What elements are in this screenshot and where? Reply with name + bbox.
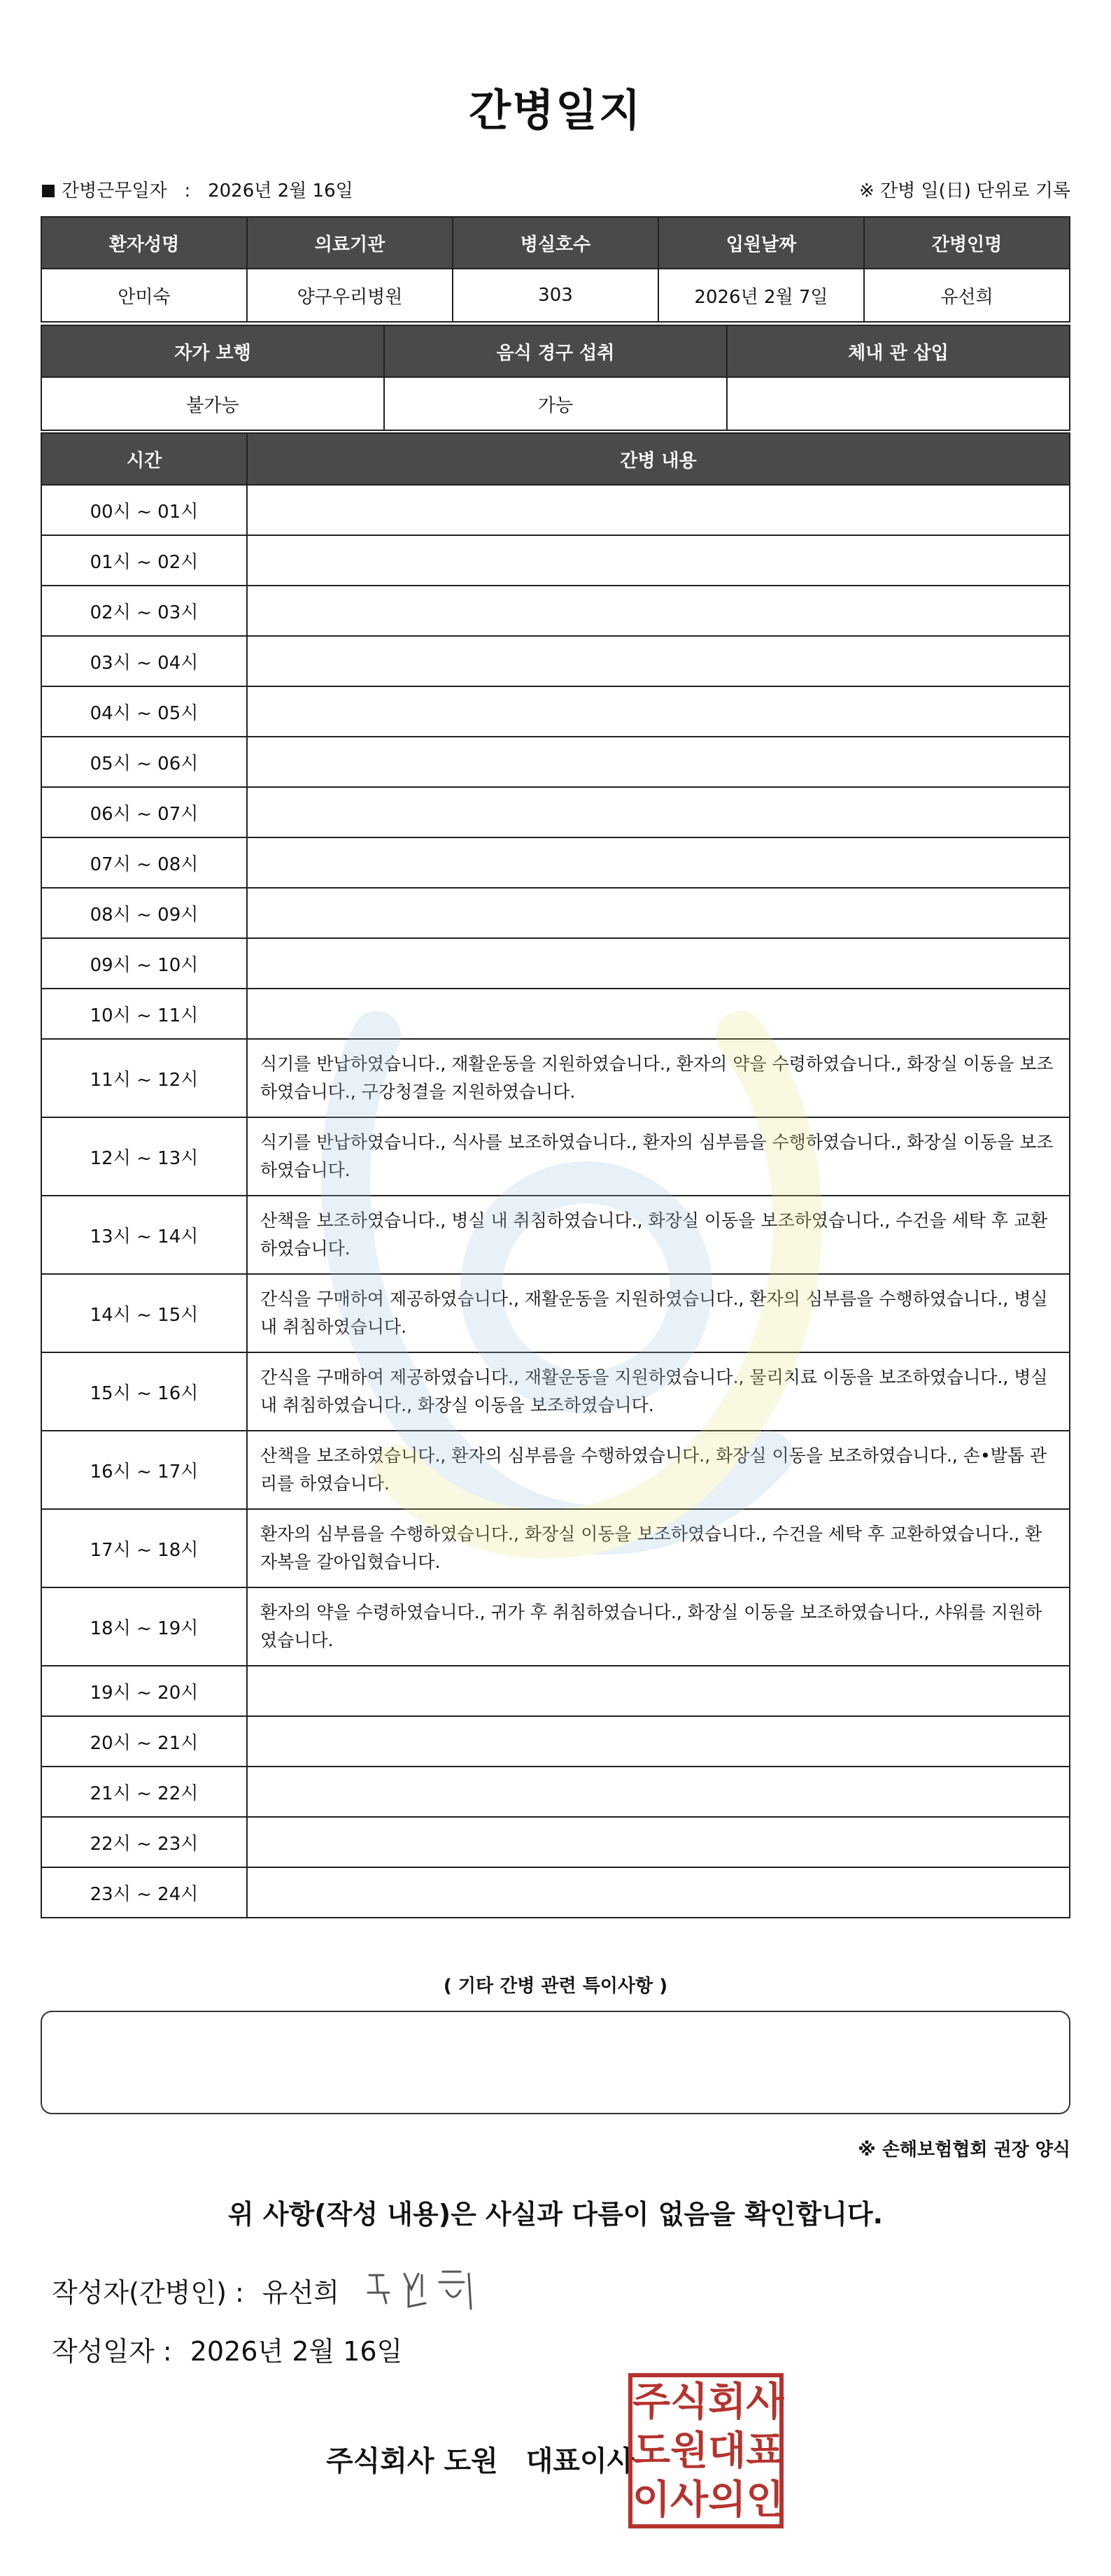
care-row-content [247, 586, 1070, 636]
seal-char: 사 [670, 2477, 709, 2523]
time-header: 시간 [41, 433, 247, 485]
care-row [41, 837, 1070, 888]
black-square-icon [42, 185, 55, 197]
care-row-content [247, 737, 1070, 787]
care-row-time: 02시 ~ 03시 [41, 586, 247, 636]
patient-name-value: 안미숙 [41, 269, 247, 322]
care-row-content: 간식을 구매하여 제공하였습니다., 재활운동을 지원하였습니다., 물리치료 이동을 보조하였습니다., 병실 내 취침하였습니다., 화장실 이동을 보조하였습니다. [247, 1352, 1070, 1431]
care-row-content [247, 1767, 1070, 1817]
care-row [41, 737, 1070, 787]
care-row-content [247, 787, 1070, 837]
care-row-content [247, 837, 1070, 888]
care-row-content [247, 938, 1070, 989]
seal-char: 인 [746, 2477, 784, 2523]
unit-note: ※ 간병 일(日) 단위로 기록 [858, 181, 1070, 201]
hospital-header: 의료기관 [247, 217, 453, 269]
patient-status-table [41, 325, 1070, 431]
handwritten-signature-icon [355, 2254, 495, 2324]
care-row-time: 20시 ~ 21시 [41, 1716, 247, 1767]
care-row [41, 1509, 1070, 1587]
care-row-time: 21시 ~ 22시 [41, 1767, 247, 1817]
care-row [41, 1817, 1070, 1867]
care-row-content [247, 888, 1070, 938]
care-row-time: 03시 ~ 04시 [41, 636, 247, 686]
patient-info-table [41, 216, 1070, 323]
care-row [41, 989, 1070, 1039]
care-row-time: 16시 ~ 17시 [41, 1431, 247, 1509]
seal-row [632, 2426, 784, 2475]
care-rows [41, 485, 1070, 1918]
care-row-content [247, 1867, 1070, 1918]
care-row [41, 1274, 1070, 1352]
care-row [41, 1039, 1070, 1117]
care-content-table [41, 432, 1070, 1918]
care-row-time: 09시 ~ 10시 [41, 938, 247, 989]
admission-date-value: 2026년 2월 7일 [658, 269, 864, 322]
company-name: 주식회사 도원 [326, 2445, 498, 2477]
recommendation-note: ※ 손해보험협회 권장 양식 [858, 2139, 1070, 2160]
care-row-time: 04시 ~ 05시 [41, 686, 247, 737]
care-row-time: 05시 ~ 06시 [41, 737, 247, 787]
care-row-time: 10시 ~ 11시 [41, 989, 247, 1039]
room-value: 303 [453, 269, 658, 322]
patient-info-value-row [41, 269, 1070, 322]
care-row [41, 787, 1070, 837]
care-row-time: 00시 ~ 01시 [41, 485, 247, 535]
care-row-time: 08시 ~ 09시 [41, 888, 247, 938]
care-row [41, 1117, 1070, 1196]
care-row-content [247, 1666, 1070, 1716]
walking-value: 불가능 [41, 377, 384, 430]
care-row-time: 23시 ~ 24시 [41, 1867, 247, 1918]
care-row [41, 1196, 1070, 1274]
work-date-separator: : [184, 181, 191, 201]
writer-line [52, 2271, 339, 2309]
writer-label: 작성자(간병인) : [52, 2277, 244, 2308]
care-row-content [247, 1716, 1070, 1767]
written-date-label: 작성일자 : [52, 2336, 172, 2367]
seal-char: 의 [708, 2477, 746, 2523]
care-row [41, 938, 1070, 989]
care-row [41, 1431, 1070, 1509]
seal-row [632, 2377, 784, 2426]
caregiver-name-value: 유선희 [864, 269, 1070, 322]
work-date-line [42, 176, 353, 202]
care-row-time: 12시 ~ 13시 [41, 1117, 247, 1196]
patient-name-header: 환자성명 [41, 217, 247, 269]
seal-char: 원 [670, 2428, 709, 2474]
care-row-content [247, 1817, 1070, 1867]
company-line [326, 2439, 634, 2479]
seal-row [632, 2475, 784, 2524]
work-date-label: 간병근무일자 [62, 181, 167, 201]
written-date-line [52, 2330, 402, 2368]
care-row-content [247, 686, 1070, 737]
special-notes-box [41, 2011, 1070, 2114]
room-header: 병실호수 [453, 217, 658, 269]
hospital-value: 양구우리병원 [247, 269, 453, 322]
care-row [41, 1767, 1070, 1817]
care-row [41, 1716, 1070, 1767]
seal-char: 주 [632, 2379, 671, 2425]
special-notes-label: ( 기타 간병 관련 특이사항 ) [443, 1976, 668, 1997]
patient-status-value-row [41, 377, 1070, 430]
care-row [41, 1352, 1070, 1431]
admission-date-header: 입원날짜 [658, 217, 864, 269]
care-row [41, 485, 1070, 535]
care-row-content: 환자의 심부름을 수행하였습니다., 화장실 이동을 보조하였습니다., 수건을 세탁 후 교환하였습니다., 환자복을 갈아입혔습니다. [247, 1509, 1070, 1587]
care-row-content [247, 989, 1070, 1039]
seal-char: 사 [746, 2379, 784, 2425]
care-row-time: 19시 ~ 20시 [41, 1666, 247, 1716]
care-row-time: 22시 ~ 23시 [41, 1817, 247, 1867]
walking-header: 자가 보행 [41, 325, 384, 377]
care-row [41, 1867, 1070, 1918]
care-row [41, 1587, 1070, 1666]
seal-char: 회 [708, 2379, 746, 2425]
oral-intake-value: 가능 [384, 377, 727, 430]
care-row-time: 14시 ~ 15시 [41, 1274, 247, 1352]
tube-insertion-value [727, 377, 1070, 430]
tube-insertion-header: 체내 관 삽입 [727, 325, 1070, 377]
care-row-time: 15시 ~ 16시 [41, 1352, 247, 1431]
care-row-time: 01시 ~ 02시 [41, 535, 247, 586]
care-row-time: 11시 ~ 12시 [41, 1039, 247, 1117]
care-row-content: 환자의 약을 수령하였습니다., 귀가 후 취침하였습니다., 화장실 이동을 보조하였습니다., 샤워를 지원하였습니다. [247, 1587, 1070, 1666]
care-row [41, 686, 1070, 737]
work-date-value: 2026년 2월 16일 [208, 181, 353, 201]
care-row-content: 산책을 보조하였습니다., 병실 내 취침하였습니다., 화장실 이동을 보조하였습니다., 수건을 세탁 후 교환하였습니다. [247, 1196, 1070, 1274]
care-row-content [247, 535, 1070, 586]
care-row-time: 17시 ~ 18시 [41, 1509, 247, 1587]
seal-char: 도 [632, 2428, 671, 2474]
care-row [41, 535, 1070, 586]
seal-char: 식 [670, 2379, 709, 2425]
patient-info-header-row [41, 217, 1070, 269]
written-date-value: 2026년 2월 16일 [190, 2336, 403, 2367]
caregiver-name-header: 간병인명 [864, 217, 1070, 269]
care-content-header-row [41, 433, 1070, 485]
company-seal-stamp [628, 2373, 784, 2528]
care-row-content: 간식을 구매하여 제공하였습니다., 재활운동을 지원하였습니다., 환자의 심부름을 수행하였습니다., 병실 내 취침하였습니다. [247, 1274, 1070, 1352]
care-row [41, 586, 1070, 636]
care-row-content: 식기를 반납하였습니다., 식사를 보조하였습니다., 환자의 심부름을 수행하였습니다., 화장실 이동을 보조하였습니다. [247, 1117, 1070, 1196]
page-title: 간병일지 [469, 85, 642, 136]
care-row [41, 1666, 1070, 1716]
oral-intake-header: 음식 경구 섭취 [384, 325, 727, 377]
content-header: 간병 내용 [247, 433, 1070, 485]
care-row-time: 18시 ~ 19시 [41, 1587, 247, 1666]
care-row-time: 07시 ~ 08시 [41, 837, 247, 888]
care-row-content: 산책을 보조하였습니다., 환자의 심부름을 수행하였습니다., 화장실 이동을 보조하였습니다., 손•발톱 관리를 하였습니다. [247, 1431, 1070, 1509]
care-row-content [247, 485, 1070, 535]
care-row [41, 888, 1070, 938]
care-row [41, 636, 1070, 686]
care-row-content [247, 636, 1070, 686]
company-representative: 대표이사 [525, 2445, 635, 2477]
seal-char: 대 [708, 2428, 746, 2474]
writer-name: 유선희 [262, 2277, 339, 2308]
care-row-content: 식기를 반납하였습니다., 재활운동을 지원하였습니다., 환자의 약을 수령하였습니다., 화장실 이동을 보조하였습니다., 구강청결을 지원하였습니다. [247, 1039, 1070, 1117]
patient-status-header-row [41, 325, 1070, 377]
confirmation-statement: 위 사항(작성 내용)은 사실과 다름이 없음을 확인합니다. [227, 2199, 884, 2230]
seal-char: 이 [632, 2477, 671, 2523]
seal-char: 표 [746, 2428, 784, 2474]
care-row-time: 13시 ~ 14시 [41, 1196, 247, 1274]
care-row-time: 06시 ~ 07시 [41, 787, 247, 837]
